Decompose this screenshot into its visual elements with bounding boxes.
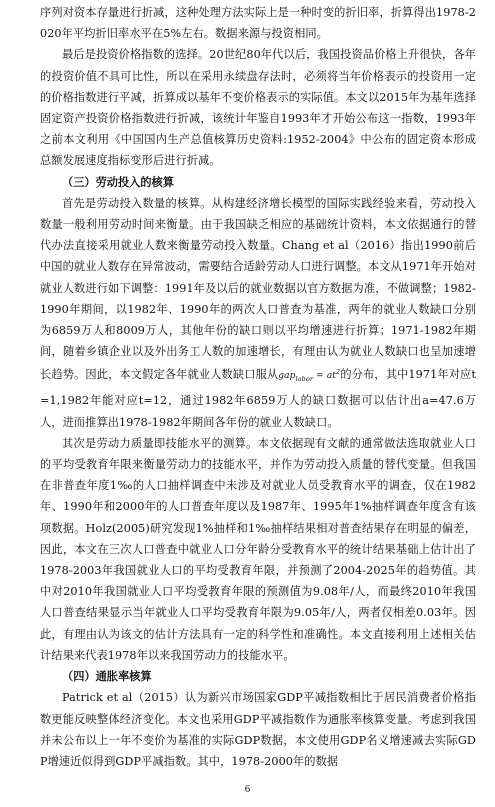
formula-gap-labor: $gap_{labor} = at^2$ [278, 368, 341, 384]
paragraph-labor-quantity-part2: 的分布，其中1971年对应t=1,1982年能对应t=12，通过1982年6859万人的缺口数据可以估计出a=47.6万人，进而推算出1978-1982年期间各年份的就业人数缺口。 [40, 368, 476, 429]
section-heading-inflation: （四）通胀率核算 [62, 670, 152, 684]
paragraph-labor-quality: 其次是劳动力质量即技能水平的测算。本文依据现有文献的通常做法选取就业人口的平均受教育年限来衡量劳动力的技能水平，并作为劳动投入质量的替代变量。但我国在非普查年度1‰的人口抽样调查中未涉及对就业人员受教育水平的调查，仅在1982年、1990年和2000年的人口普查年度以及1987年、1995年1%抽样调查年度含有该项数据。Holz(2005)研究发现1%抽样和1‰抽样结果相对普查结果存在明显的偏差，因此，本文在三次人口普查中就业人口分年龄分受教育水平的统计结果基础上估计出了1978-2003年我国就业人口的平均受教育年限，并预测了2004-2025年的趋势值。其中对2010年我国就业人口平均受教育年限的预测值为9.08年/人，而最终2010年我国人口普查结果显示当年就业人口平均受教育年限为9.05年/人，两者仅相差0.03年。因此，有理由认为该文的估计方法具有一定的科学性和准确性。本文直接利用上述相关估计结果来代表1978年以来我国劳动力的技能水平。 [40, 436, 476, 662]
document-page [40, 2, 476, 772]
paragraph-labor-quantity-part1: 首先是劳动投入数量的核算。从构建经济增长模型的国际实践经验来看，劳动投入数量一般利用劳动时间来衡量。由于我国缺乏相应的基础统计资料，本文依据通行的替代办法直接采用就业人数来衡量劳动投入数量。Chang et al（2016）指出1990前后中国的就业人数存在异常波动，需要结合适龄劳动人口进行调整。本文从1971年开始对就业人数进行如下调整：1991年及以后的就业数据以官方数据为准，不做调整；1982-1990年期间，以1982年、1990年的两次人口普查为基准，两年的就业人数缺口分别为6859万人和8009万人，其他年份的缺口则以平均增速进行折算；1971-1982年期间，随着乡镇企业以及外出务工人数的加速增长，有理由认为就业人数缺口也呈加速增长趋势。因此，本文假定各年就业人数缺口服从 [40, 196, 476, 382]
paragraph-inflation: Patrick et al（2015）认为新兴市场国家GDP平减指数相比于居民消费者价格指数更能反映整体经济变化。本文也采用GDP平减指数作为通胀率核算变量。考虑到我国并未公布以上一年不变价为基准的实际GDP数据，本文使用GDP名义增速减去实际GDP增速近似得到GDP平减指数。其中，1978-2000年的数据 [40, 691, 476, 768]
page-number: 6 [244, 785, 251, 795]
paragraph-investment-price-index: 最后是投资价格指数的选择。20世纪80年代以后，我国投资品价格上升很快，各年的投资价值不具可比性，所以在采用永续盘存法时，必须将当年价格表示的投资用一定的价格指数进行平减，折算成以基年不变价格表示的实际值。本文以2015年为基年选择固定资产投资价格指数进行折减，该统计年鉴自1993年才开始公布这一指数，1993年之前本文利用《中国国内生产总值核算历史资料:1952-2004》中公布的固定资本形成总额发展速度指标变形后进行折减。 [40, 48, 476, 168]
paragraph-capital-depreciation: 序列对资本存量进行折减，这种处理方法实际上是一种时变的折旧率，折算得出1978-2020年平均折旧率水平在5%左右。数据来源与投资相同。 [40, 6, 476, 41]
section-heading-labor-input: （三）劳动投入的核算 [62, 175, 174, 189]
paragraph-labor-quantity [40, 193, 476, 433]
